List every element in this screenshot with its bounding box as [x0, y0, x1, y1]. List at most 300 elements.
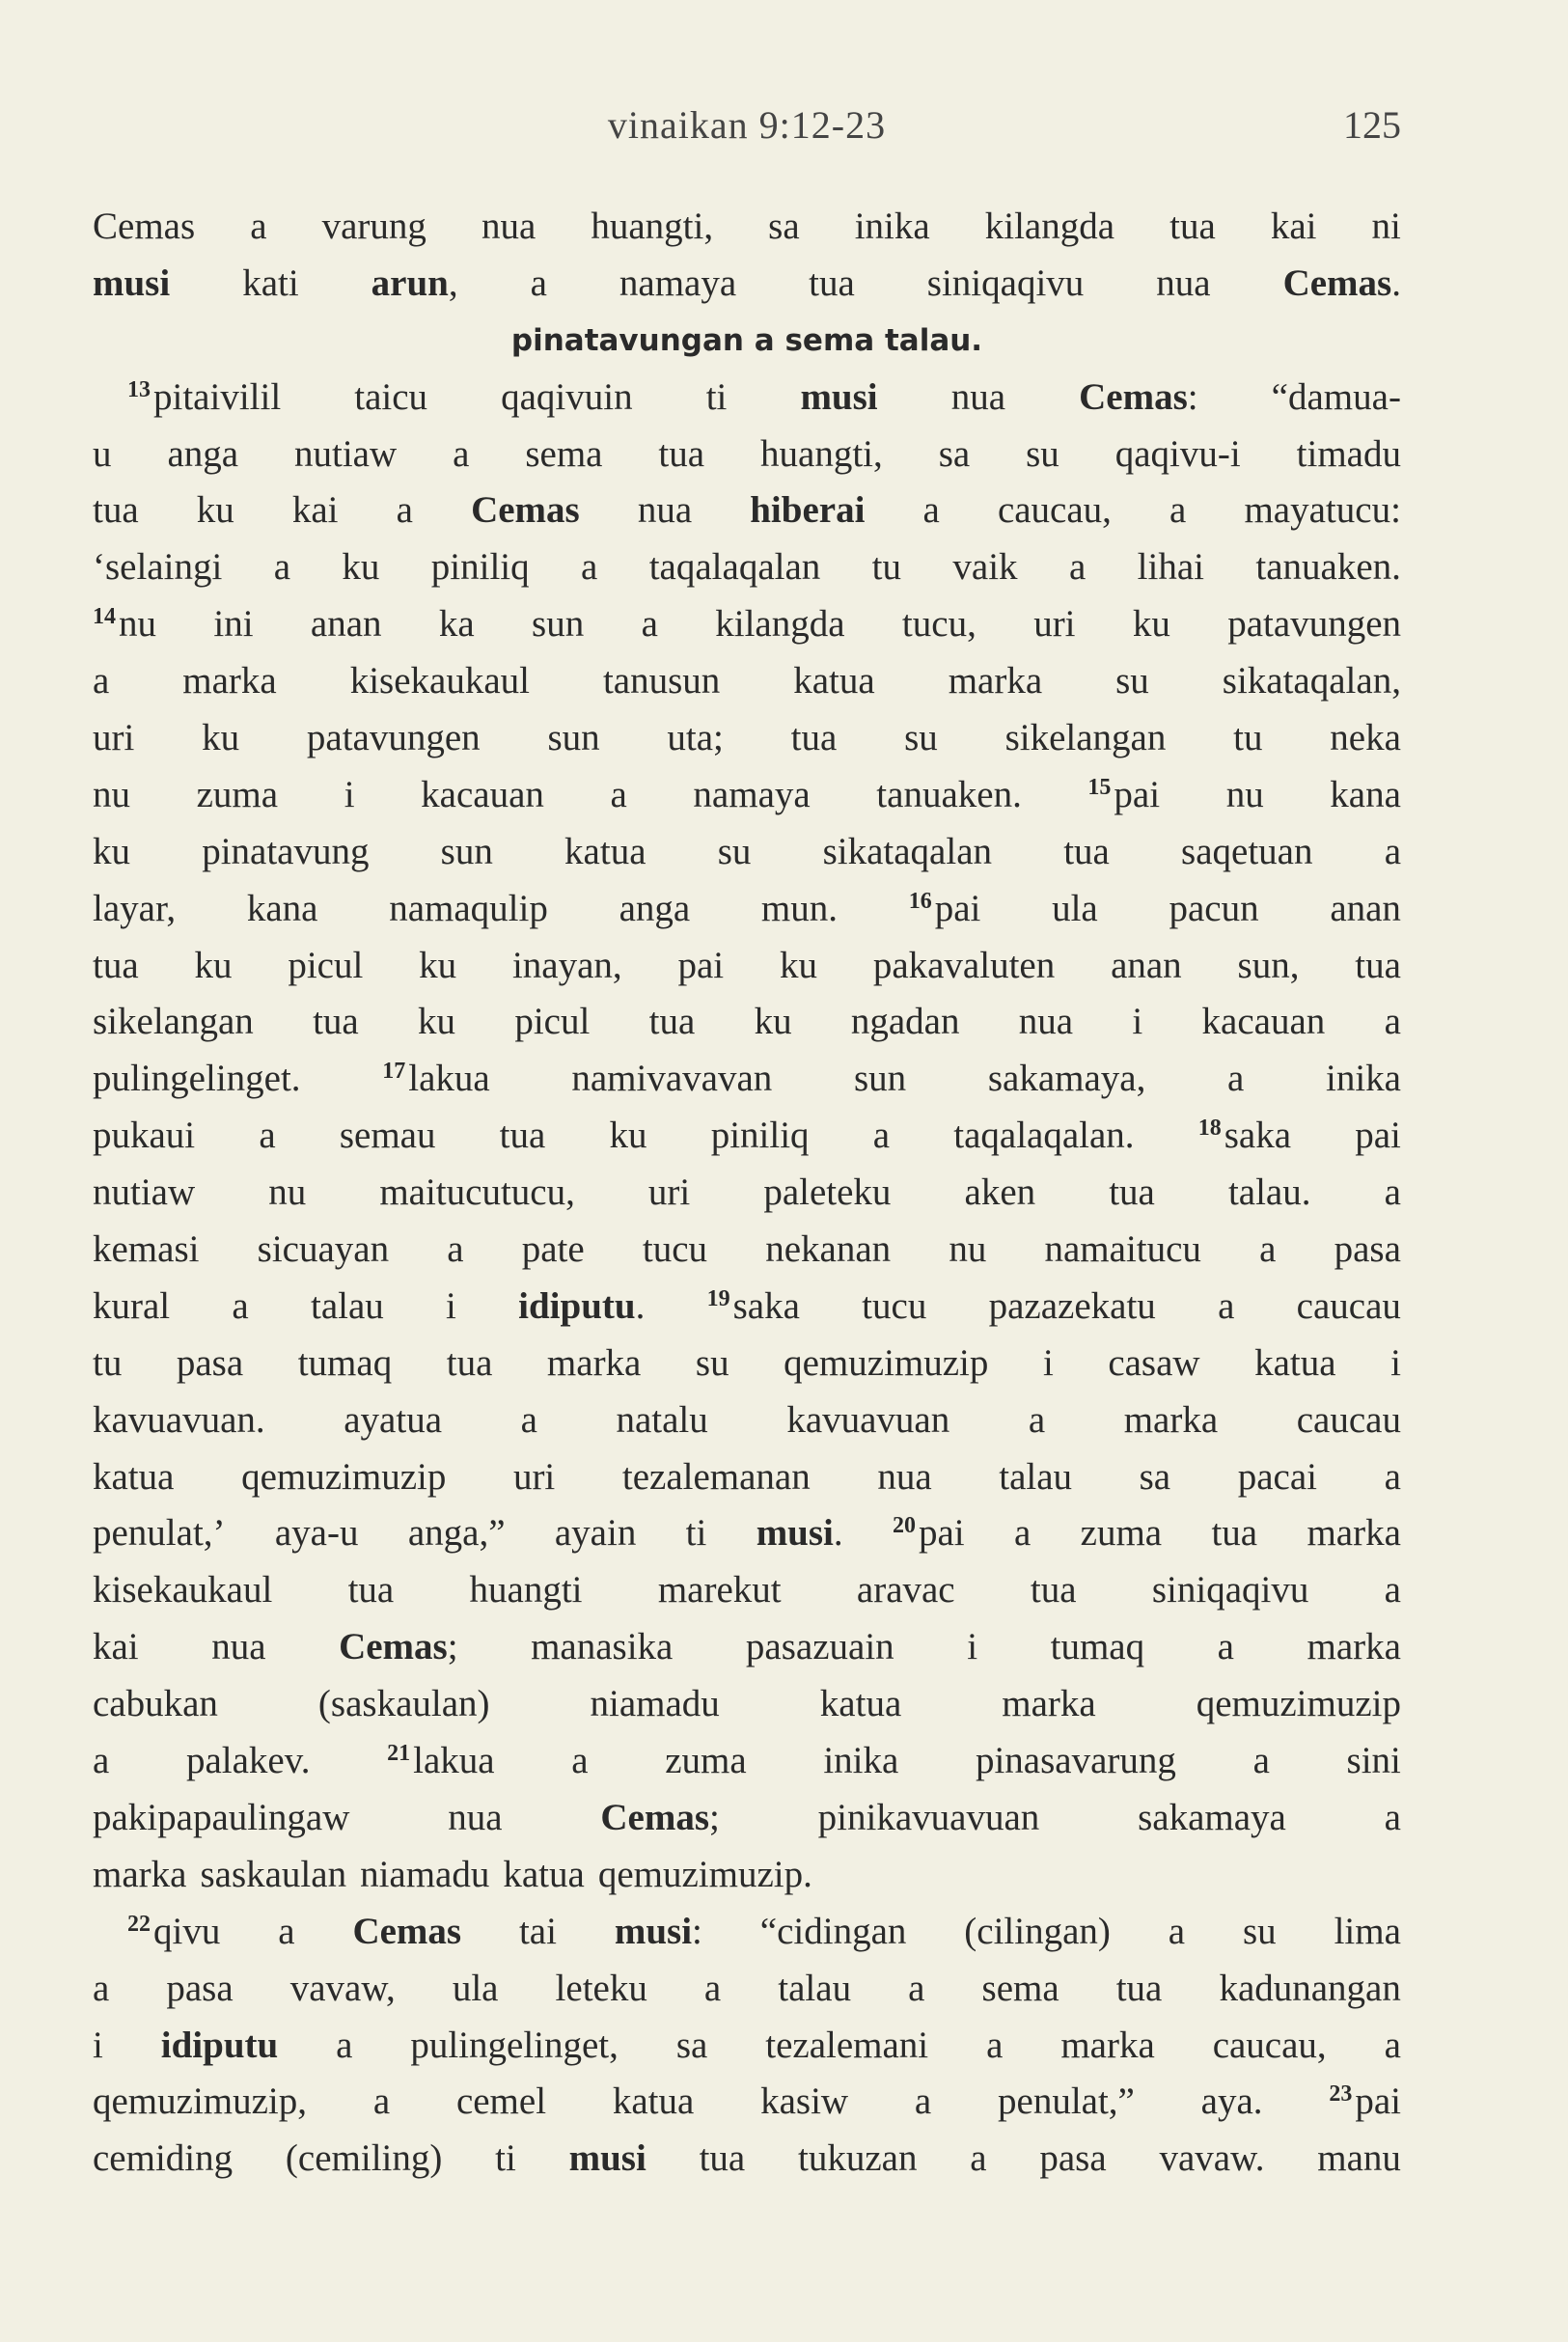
word: katua [93, 1455, 175, 1498]
word: tua [1030, 1569, 1077, 1612]
bold-term: hiberai [750, 489, 866, 532]
word: manu [1317, 2137, 1401, 2180]
word: caucau, [1212, 2024, 1327, 2066]
word: nu [268, 1171, 307, 1214]
word: huangti, [760, 432, 883, 475]
word: a [93, 1967, 110, 2009]
word: tua [313, 1001, 359, 1043]
word: tumaq [297, 1341, 393, 1384]
word: marka [1060, 2024, 1155, 2066]
word: tua [1063, 830, 1110, 872]
word: anga,” [407, 1512, 506, 1555]
word: Cemas. [1282, 262, 1401, 304]
word: $^{13}$pitaivilil [127, 375, 282, 418]
word: sakamaya, [987, 1058, 1146, 1100]
word: pakipapaulingaw [93, 1796, 350, 1838]
word: $^{22}$qivu [127, 1910, 221, 1952]
word: manasika [531, 1626, 674, 1668]
word: caucau [1296, 1284, 1401, 1327]
text-line [93, 1505, 1401, 1562]
word: sun, [1237, 944, 1300, 986]
word: talau. [1227, 1171, 1311, 1214]
word: caucau, [997, 489, 1112, 532]
word: siniqaqivu [1151, 1569, 1309, 1612]
word: musi. [756, 1512, 843, 1555]
word: ku [196, 489, 234, 532]
word: maitucutucu, [379, 1171, 575, 1214]
word: a [453, 432, 470, 475]
word: lihai [1137, 546, 1204, 589]
word: talau [778, 1967, 852, 2009]
word: taicu [354, 375, 428, 418]
word: i [1042, 1341, 1054, 1384]
bold-term: musi [756, 1512, 834, 1555]
word: sun [440, 830, 493, 872]
word: kati [242, 262, 299, 304]
bold-term: Cemas [600, 1796, 709, 1838]
word: ni [1371, 206, 1401, 247]
word: mayatucu: [1244, 489, 1401, 532]
word: neka [1330, 717, 1401, 759]
word: a [641, 603, 658, 646]
word: a [872, 1115, 891, 1157]
word: su [1026, 432, 1059, 475]
word: talau [310, 1284, 384, 1327]
word: nutiaw [294, 432, 398, 475]
word: anga [167, 432, 239, 475]
word: vaik [952, 546, 1018, 589]
verse-number: 19 [706, 1285, 730, 1311]
verse-number: 18 [1197, 1116, 1222, 1142]
word: ula [1052, 887, 1098, 929]
word: pacun [1169, 887, 1259, 929]
word: $^{16}$pai [908, 887, 981, 929]
word: $^{23}$pai [1329, 2080, 1401, 2123]
word: ti [685, 1512, 707, 1555]
word: inika [1326, 1058, 1401, 1100]
word: pasa [1334, 1228, 1401, 1271]
word: $^{17}$lakua [382, 1058, 490, 1100]
word: marka [1002, 1683, 1096, 1725]
word: tua [93, 944, 139, 986]
word: nua [211, 1626, 266, 1668]
word: pakavaluten [872, 944, 1056, 986]
word: i [93, 2024, 103, 2066]
book-page [93, 93, 1401, 2293]
word: a [571, 1740, 589, 1782]
verse-number: 20 [892, 1513, 916, 1539]
word: palakev. [185, 1740, 311, 1782]
word: pai [677, 944, 725, 986]
word: pasa [176, 1341, 244, 1384]
word: a [93, 1740, 110, 1782]
word: tanusun [602, 660, 721, 703]
word: zuma [1080, 1512, 1163, 1555]
word: patavungen [1227, 603, 1401, 646]
word: a [259, 1115, 276, 1157]
running-title: vinaikan 9:12-23 [607, 103, 887, 147]
verse-number: 16 [908, 888, 932, 914]
word: a [372, 2080, 391, 2123]
text-line [93, 1336, 1401, 1392]
word: kisekaukaul [93, 1569, 273, 1612]
word: cemel [455, 2080, 547, 2123]
word: tua [648, 1001, 696, 1043]
word: tua [1169, 206, 1216, 247]
word: siniqaqivu [926, 262, 1085, 304]
word [569, 2131, 646, 2188]
word: sa [938, 432, 971, 475]
word: Cemas; [339, 1626, 458, 1668]
word: paleteku [763, 1171, 892, 1214]
text-line [93, 710, 1401, 767]
word: a [1384, 1171, 1401, 1214]
word: tu [93, 1341, 123, 1384]
word: ngadan [850, 1001, 960, 1043]
text-line [93, 2074, 1401, 2131]
word: kisekaukaul [349, 660, 530, 703]
word: huangti, [591, 206, 714, 247]
word: timadu [1296, 432, 1401, 475]
word: $^{20}$pai [892, 1512, 965, 1555]
word: tua [1115, 1967, 1163, 2009]
word: cabukan [93, 1683, 218, 1725]
word: anan [1330, 887, 1401, 929]
word: ku [202, 717, 240, 759]
bold-term: arun [371, 262, 449, 304]
text-line [93, 1279, 1401, 1336]
word: arun, [371, 262, 458, 304]
word: a [1068, 546, 1087, 589]
text-line [93, 1904, 1401, 1961]
text-line [93, 1222, 1401, 1279]
word: vavaw, [289, 1967, 396, 2009]
word: a [908, 1967, 925, 2009]
word: (cemiling) [285, 2137, 443, 2180]
word: kemasi [93, 1228, 200, 1271]
word: kai [291, 489, 339, 532]
word: kural [93, 1284, 171, 1327]
word: a [520, 1398, 537, 1441]
word: taqalaqalan [648, 546, 821, 589]
word: ti [495, 2137, 516, 2180]
word: mun. [760, 887, 838, 929]
word: sun [532, 603, 585, 646]
word: kavuavuan [786, 1398, 950, 1441]
text-line [93, 1619, 1401, 1676]
word: nu [949, 1228, 987, 1271]
word: niamadu [590, 1683, 720, 1725]
bold-term: Cemas [1282, 262, 1392, 304]
word: ku [194, 944, 233, 986]
word: lima [1334, 1910, 1401, 1952]
bold-term: Cemas [471, 489, 580, 532]
word: i [1390, 1341, 1401, 1384]
word: nutiaw [93, 1171, 196, 1214]
word: sakamaya [1138, 1796, 1286, 1838]
word: $^{19}$saka [706, 1284, 800, 1327]
word: ku [609, 1115, 647, 1157]
verse-number: 13 [127, 376, 151, 402]
word: a [1252, 1740, 1270, 1782]
word: a [1028, 1398, 1046, 1441]
text-line [93, 482, 1401, 539]
word: picul [288, 944, 364, 986]
word: Cemas; [600, 1796, 720, 1838]
word [93, 256, 170, 313]
word: tua [347, 1569, 395, 1612]
word: varung [321, 206, 426, 247]
word: penulat,’ [93, 1512, 226, 1555]
text-line [93, 994, 1401, 1051]
text-line [93, 1790, 1401, 1847]
word: a [1384, 2024, 1401, 2066]
word: tanuaken. [1255, 546, 1401, 589]
word: huangti [469, 1569, 583, 1612]
word: aken [964, 1171, 1036, 1214]
word: a [250, 206, 267, 247]
word: saqetuan [1181, 830, 1313, 872]
bold-term: musi [614, 1910, 693, 1952]
word: marka [546, 1341, 642, 1384]
word: kasiw [760, 2080, 849, 2123]
word: nua [877, 1455, 932, 1498]
text-line [93, 370, 1401, 427]
word: katua [819, 1683, 902, 1725]
word: Cemas [93, 206, 196, 247]
word: picul [514, 1001, 591, 1043]
word: nua [448, 1796, 503, 1838]
word: a [1169, 489, 1187, 532]
word: anan [1111, 944, 1182, 986]
word: pinasavarung [975, 1740, 1176, 1782]
word: nu [1225, 773, 1264, 815]
word: piniliq [710, 1115, 810, 1157]
word: aya-u [274, 1512, 359, 1555]
word: saskaulan [200, 1853, 347, 1895]
text-line [93, 1562, 1401, 1619]
word: namaitucu [1044, 1228, 1201, 1271]
word: cemiding [93, 2137, 234, 2180]
word: sun [853, 1058, 907, 1100]
text-line [93, 1449, 1401, 1506]
word: katua [564, 830, 646, 872]
body-text [93, 199, 1401, 2188]
word: sema [525, 432, 603, 475]
word: marekut [657, 1569, 782, 1612]
word [750, 482, 865, 539]
word [800, 370, 877, 427]
text-line [93, 824, 1401, 881]
word: a [914, 2080, 932, 2123]
word: sa [675, 2024, 708, 2066]
word: taqalaqalan. [953, 1115, 1135, 1157]
text-line [93, 1961, 1401, 2018]
word: nua [637, 489, 693, 532]
word: a [93, 660, 110, 703]
word: su [695, 1341, 729, 1384]
word: ‘selaingi [93, 546, 223, 589]
word: a [703, 1967, 722, 2009]
word: tua [1109, 1171, 1155, 1214]
word: namaya [693, 773, 811, 815]
word: (cilingan) [964, 1910, 1111, 1952]
word: ka [438, 603, 475, 646]
word: pazazekatu [988, 1284, 1156, 1327]
word [352, 1904, 461, 1961]
word: leteku [555, 1967, 647, 2009]
word: kilangda [715, 603, 845, 646]
text-line [93, 2131, 1401, 2188]
word: pinikavuavuan [817, 1796, 1040, 1838]
verse-number: 23 [1329, 2081, 1353, 2108]
word: qemuzimuzip. [597, 1853, 812, 1895]
word: tua [699, 2137, 746, 2180]
word: a [1384, 1796, 1401, 1838]
word: a [610, 773, 627, 815]
word: zuma [196, 773, 279, 815]
word: a [1168, 1910, 1186, 1952]
text-line [93, 427, 1401, 483]
word: pulingelinget, [410, 2024, 619, 2066]
word: kacauan [1201, 1001, 1326, 1043]
word: nua [481, 206, 536, 247]
word: a [581, 546, 598, 589]
word: pukaui [93, 1115, 196, 1157]
text-line [93, 653, 1401, 710]
word: sikelangan [1004, 717, 1167, 759]
word: a [1013, 1512, 1032, 1555]
word: ku [1132, 603, 1170, 646]
bold-term: Cemas [339, 1626, 448, 1668]
word: pasa [1039, 2137, 1107, 2180]
word: ayatua [344, 1398, 443, 1441]
word: nu [93, 773, 130, 815]
word: sikelangan [93, 1001, 254, 1043]
word: tanuaken. [876, 773, 1022, 815]
word: qemuzimuzip, [93, 2080, 308, 2123]
word: musi: [614, 1910, 702, 1952]
word: a [1227, 1058, 1245, 1100]
word: sicuayan [257, 1228, 390, 1271]
word: i [446, 1284, 456, 1327]
word: anan [310, 603, 382, 646]
bold-term: musi [800, 375, 878, 418]
word: a [396, 489, 413, 532]
word: uri [512, 1455, 556, 1498]
word: tezalemanan [621, 1455, 811, 1498]
word: uri [1033, 603, 1076, 646]
word: nekanan [765, 1228, 892, 1271]
word: nua [1018, 1001, 1074, 1043]
word: natalu [616, 1398, 708, 1441]
word: anga [619, 887, 691, 929]
word [161, 2018, 278, 2075]
word: Cemas: [1079, 375, 1198, 418]
text-line [93, 938, 1401, 995]
word: qaqivuin [501, 375, 633, 418]
word: idiputu. [518, 1284, 646, 1327]
word: marka [93, 1853, 187, 1895]
word: inika [823, 1740, 899, 1782]
verse-number: 17 [382, 1059, 406, 1085]
word: kai [93, 1626, 139, 1668]
word: a [278, 1910, 295, 1952]
word: a [273, 546, 290, 589]
word: ku [93, 830, 130, 872]
word: (saskaulan) [317, 1683, 490, 1725]
word: a [447, 1228, 464, 1271]
bold-term: idiputu [160, 2024, 279, 2066]
word: tezalemani [765, 2024, 929, 2066]
word: sema [981, 1967, 1059, 2009]
word: namaqulip [389, 887, 548, 929]
word: kai [1270, 206, 1317, 247]
text-line [93, 539, 1401, 596]
word: pai [1355, 1115, 1401, 1157]
word: pacai [1237, 1455, 1317, 1498]
word: i [967, 1626, 978, 1668]
word: sa [768, 206, 800, 247]
word: pasazuain [745, 1626, 894, 1668]
word: pate [521, 1228, 585, 1271]
word: tua [790, 717, 838, 759]
word: aya. [1200, 2080, 1263, 2123]
word: tua [1211, 1512, 1258, 1555]
verse-number: 14 [93, 604, 116, 630]
word: kacauan [421, 773, 544, 815]
text-line [93, 2018, 1401, 2075]
text-line [93, 767, 1401, 824]
word: $^{14}$nu [93, 603, 156, 646]
text-line [93, 1733, 1401, 1790]
bold-term: idiputu [518, 1284, 636, 1327]
word: a [1384, 1455, 1401, 1498]
verse-number: 15 [1087, 774, 1112, 800]
word: a [1384, 830, 1401, 872]
word: tucu [862, 1284, 927, 1327]
word: tucu, [901, 603, 977, 646]
word: uta; [667, 717, 724, 759]
word: $^{21}$lakua [387, 1740, 495, 1782]
word: tucu [642, 1228, 708, 1271]
running-head [93, 102, 1401, 160]
bold-term: musi [568, 2137, 646, 2180]
word: i [344, 773, 355, 815]
word: sa [1139, 1455, 1171, 1498]
word: tua [809, 262, 855, 304]
word: inika [854, 206, 930, 247]
word: patavungen [306, 717, 481, 759]
word: “cidingan [759, 1910, 907, 1952]
word: ini [213, 603, 254, 646]
word: katua [503, 1853, 585, 1895]
word: su [1115, 660, 1149, 703]
word: a [986, 2024, 1004, 2066]
word: penulat,” [998, 2080, 1135, 2123]
word: a [1384, 1569, 1401, 1612]
text-line [93, 256, 1401, 313]
word: su [717, 830, 752, 872]
word: pulingelinget. [93, 1058, 301, 1100]
word: u [93, 432, 112, 475]
word: sun [547, 717, 600, 759]
word: a [530, 262, 547, 304]
word: a [336, 2024, 353, 2066]
word: uri [93, 717, 135, 759]
word: marka [1307, 1512, 1401, 1555]
word: sikataqalan [822, 830, 993, 872]
